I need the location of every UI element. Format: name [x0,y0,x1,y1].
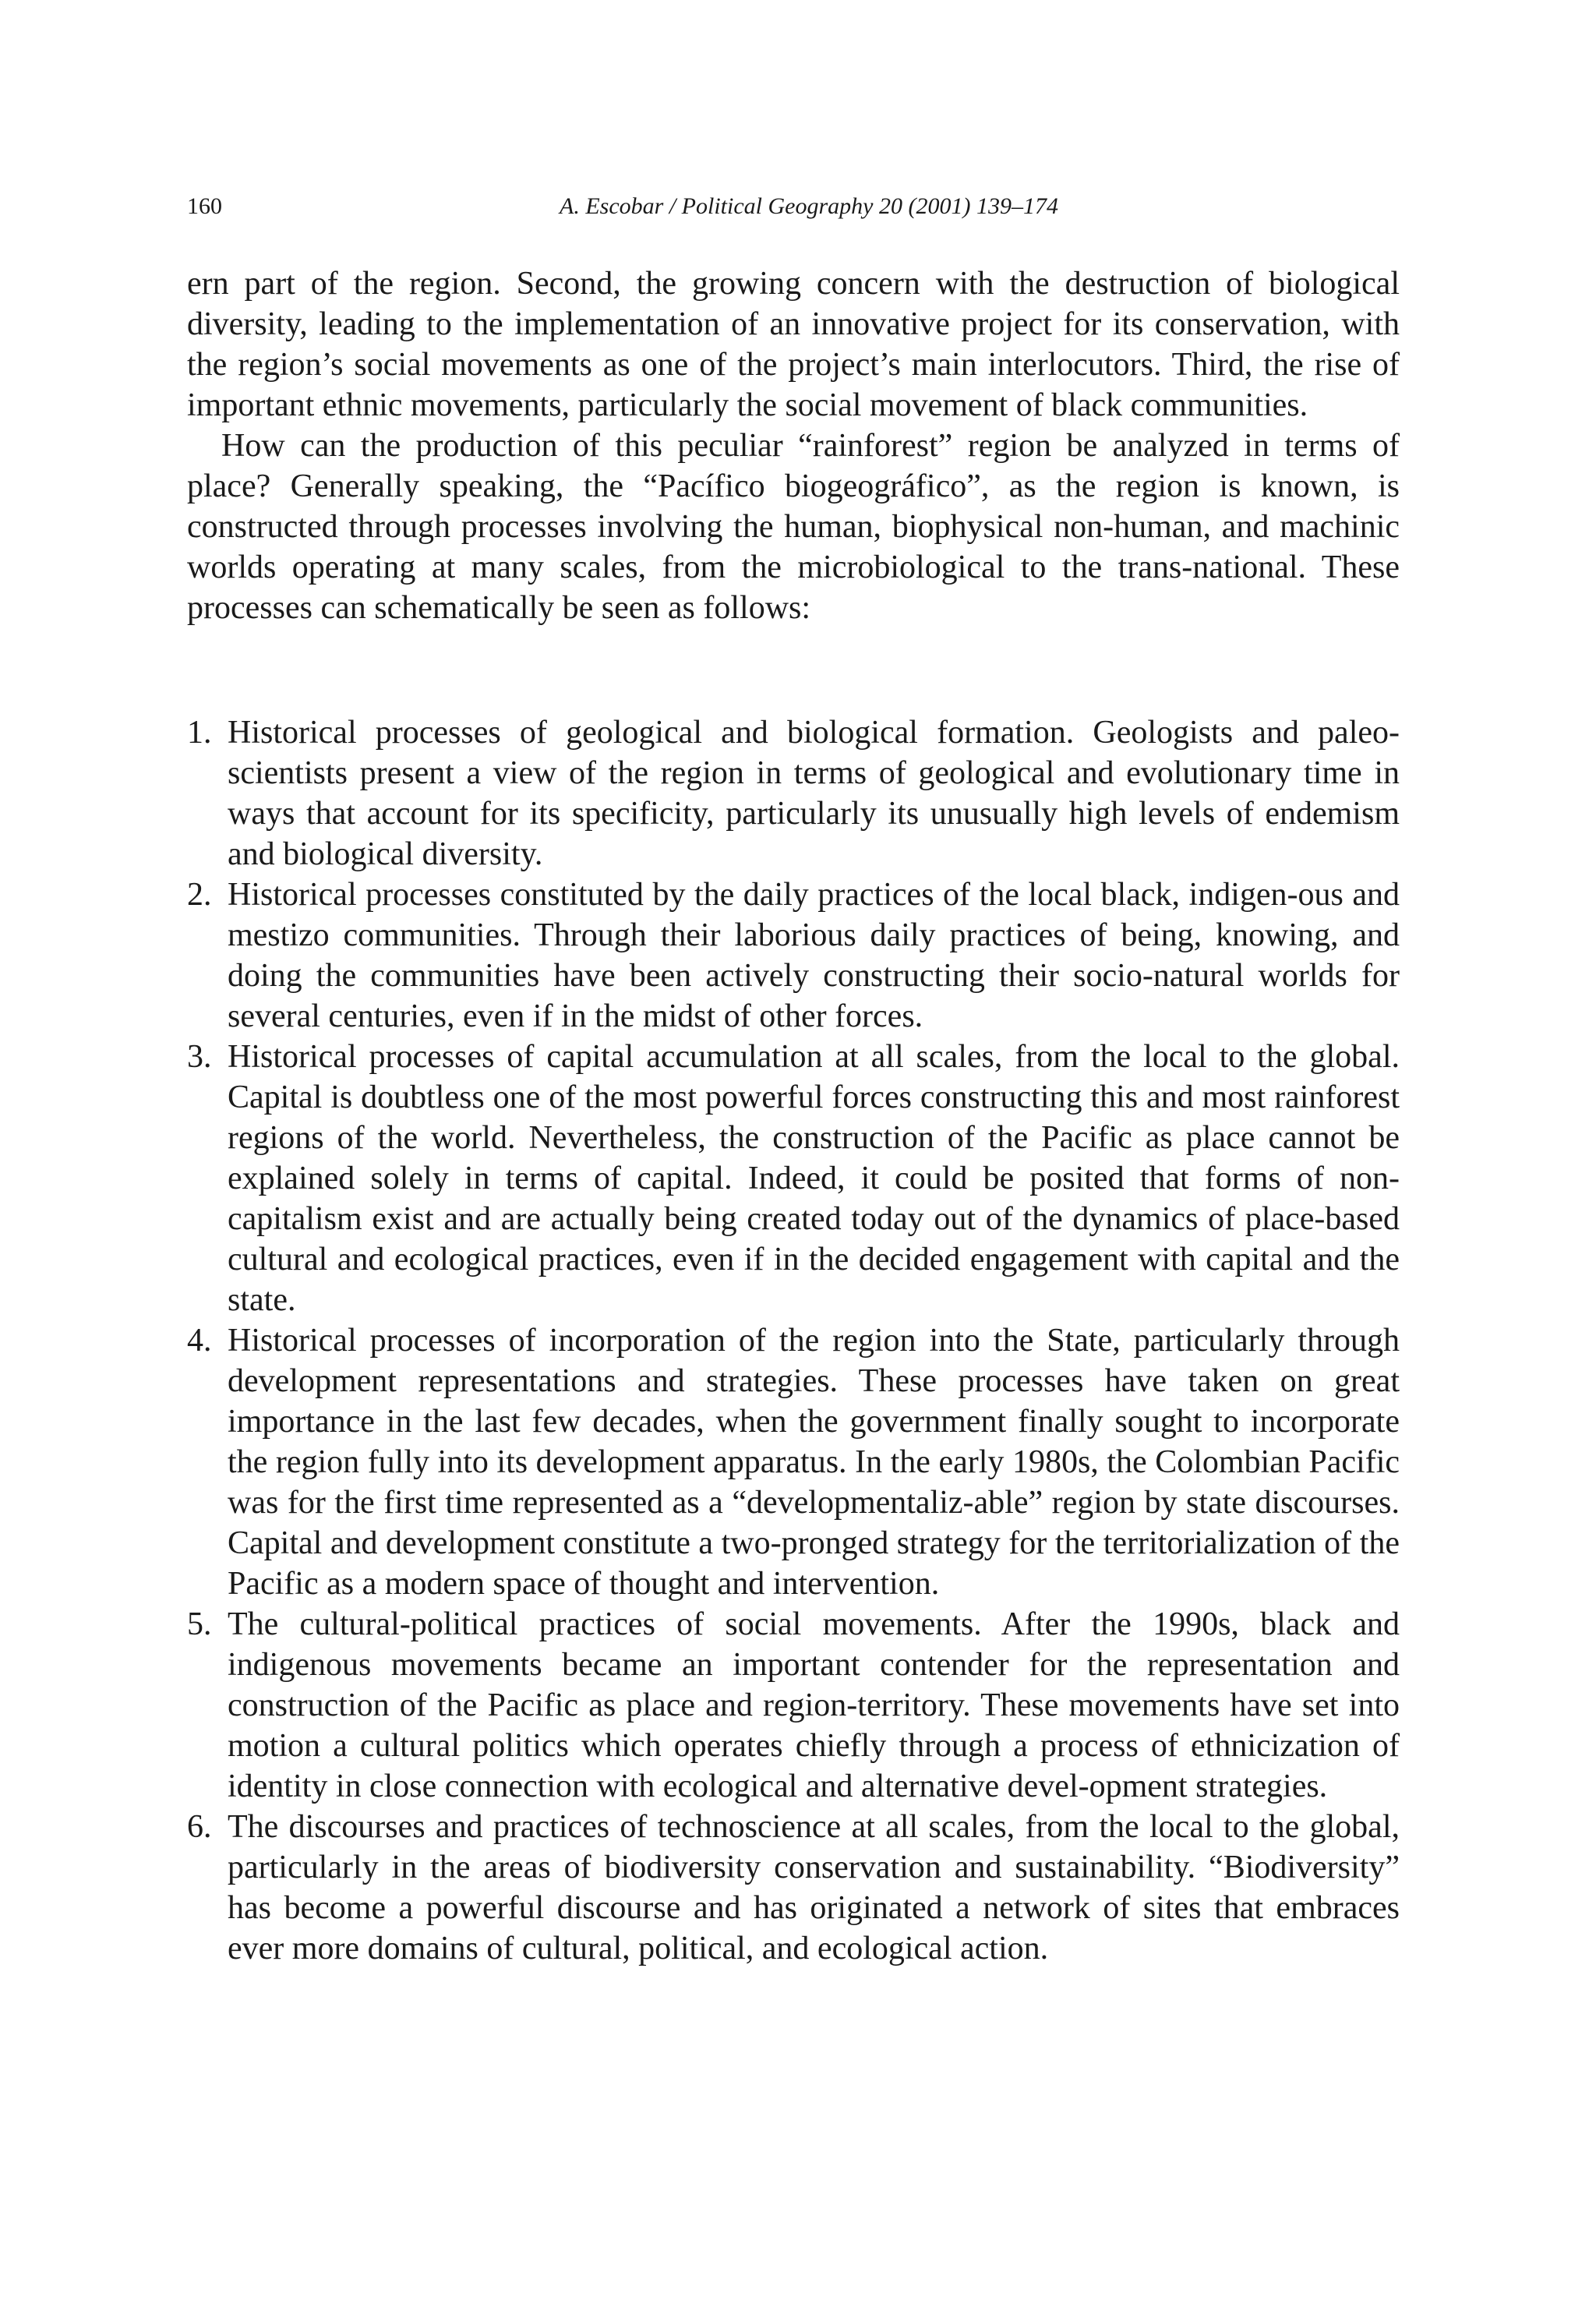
list-item-text: The discourses and practices of technoscience at all scales, from the local to the global, particularly in the areas of biodiversity conservation and sustainability. “Biodiversity” has become a powerful discourse and has originated a network of sites that embraces ever more domains of cultural, political, and ecological action. [228,1809,1400,1966]
list-item-text: Historical processes of capital accumulation at all scales, from the local to the global. Capital is doubtless one of the most powerful forces constructing this and most rainforest regions of the world. Nevertheless, the construction of the Pacific as place cannot be explained solely in terms of capital. Indeed, it could be posited that forms of non-capitalism exist and are actually being created today out of the dynamics of place-based cultural and ecological practices, even if in the decided engagement with capital and the state. [228,1039,1400,1318]
list-item-number: 1. [187,715,212,751]
page-number: 160 [187,193,222,219]
list-item [187,875,1400,1037]
journal-reference: A. Escobar / Political Geography 20 (2001) 139–174 [560,193,1058,219]
list-item-number: 6. [187,1809,212,1845]
process-list [187,712,1400,1969]
list-item-text: Historical processes of geological and biological formation. Geologists and paleo-scientists present a view of the region in terms of geological and evolutionary time in ways that account for its specificity, particularly its unusually high levels of endemism and biological diversity. [228,715,1400,872]
list-item-number: 2. [187,877,212,913]
list-item-text: The cultural-political practices of social movements. After the 1990s, black and indigenous movements became an important contender for the representation and construction of the Pacific as place and region-territory. These movements have set into motion a cultural politics which operates chiefly through a process of ethnicization of identity in close connection with ecological and alternative devel-opment strategies. [228,1606,1400,1804]
list-item [187,1807,1400,1969]
paragraph: How can the production of this peculiar “rainforest” region be analyzed in terms of place? Generally speaking, the “Pacífico biogeográfico”, as the region is known, is constructed through processes involving the human, biophysical non-human, and machinic worlds operating at many scales, from the microbiological to the trans-national. These processes can schematically be seen as follows: [187,428,1400,626]
list-item [187,1604,1400,1807]
list-item [187,1037,1400,1320]
body-text [187,263,1400,628]
list-item-number: 3. [187,1039,212,1075]
list-item [187,1320,1400,1604]
list-item [187,712,1400,875]
list-item-number: 4. [187,1323,212,1359]
list-item-text: Historical processes of incorporation of the region into the State, particularly through development representations and strategies. These processes have taken on great importance in the last few decades, when the government finally sought to incorporate the region fully into its development apparatus. In the early 1980s, the Colombian Pacific was for the first time represented as a “developmentaliz-able” region by state discourses. Capital and development constitute a two-pronged strategy for the territorialization of the Pacific as a modern space of thought and intervention. [228,1323,1400,1602]
paragraph-continuation: ern part of the region. Second, the growing concern with the destruction of biological diversity, leading to the implementation of an innovative project for its conservation, with the region’s social movements as one of the project’s main interlocutors. Third, the rise of important ethnic movements, particularly the social movement of black communities. [187,266,1400,423]
list-item-text: Historical processes constituted by the daily practices of the local black, indigen-ous and mestizo communities. Through their laborious daily practices of being, knowing, and doing the communities have been actively constructing their socio-natural worlds for several centuries, even if in the midst of other forces. [228,877,1400,1034]
page [187,187,1400,1969]
running-head [187,187,1400,226]
list-item-number: 5. [187,1606,212,1642]
